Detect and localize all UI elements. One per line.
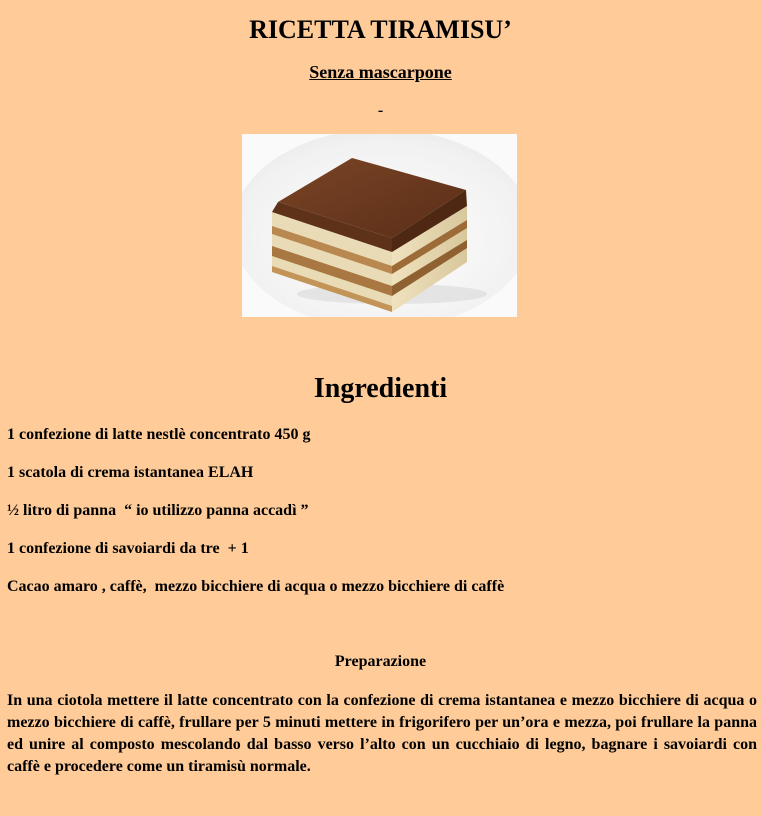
ingredient-item: 1 scatola di crema istantanea ELAH: [7, 464, 254, 481]
tiramisu-photo-icon: [242, 134, 517, 317]
page-title: RICETTA TIRAMISU’: [249, 15, 512, 44]
ingredient-item: 1 confezione di latte nestlè concentrato 450 g: [7, 426, 311, 443]
ingredient-item: ½ litro di panna “ io utilizzo panna accadì ”: [7, 502, 309, 519]
tiramisu-photo: [242, 134, 517, 317]
separator-dash: -: [377, 102, 384, 119]
ingredient-item: Cacao amaro , caffè, mezzo bicchiere di acqua o mezzo bicchiere di caffè: [7, 578, 505, 595]
preparation-text: In una ciotola mettere il latte concentrato con la confezione di crema istantanea e mezzo bicchiere di acqua o mezzo bicchiere di caffè, frullare per 5 minuti mettere in frigorifero per un’ora e mezza, poi frullare la panna ed unire al composto mescolando dal basso verso l’alto con un cucchiaio di legno, bagnare i savoiardi con caffè e procedere come un tiramisù normale.: [7, 692, 757, 775]
page-subtitle: Senza mascarpone: [309, 62, 452, 82]
ingredients-list: [7, 425, 757, 615]
ingredients-heading: Ingredienti: [313, 373, 448, 404]
ingredient-item: 1 confezione di savoiardi da tre + 1: [7, 540, 249, 557]
preparation-heading: Preparazione: [334, 653, 427, 670]
